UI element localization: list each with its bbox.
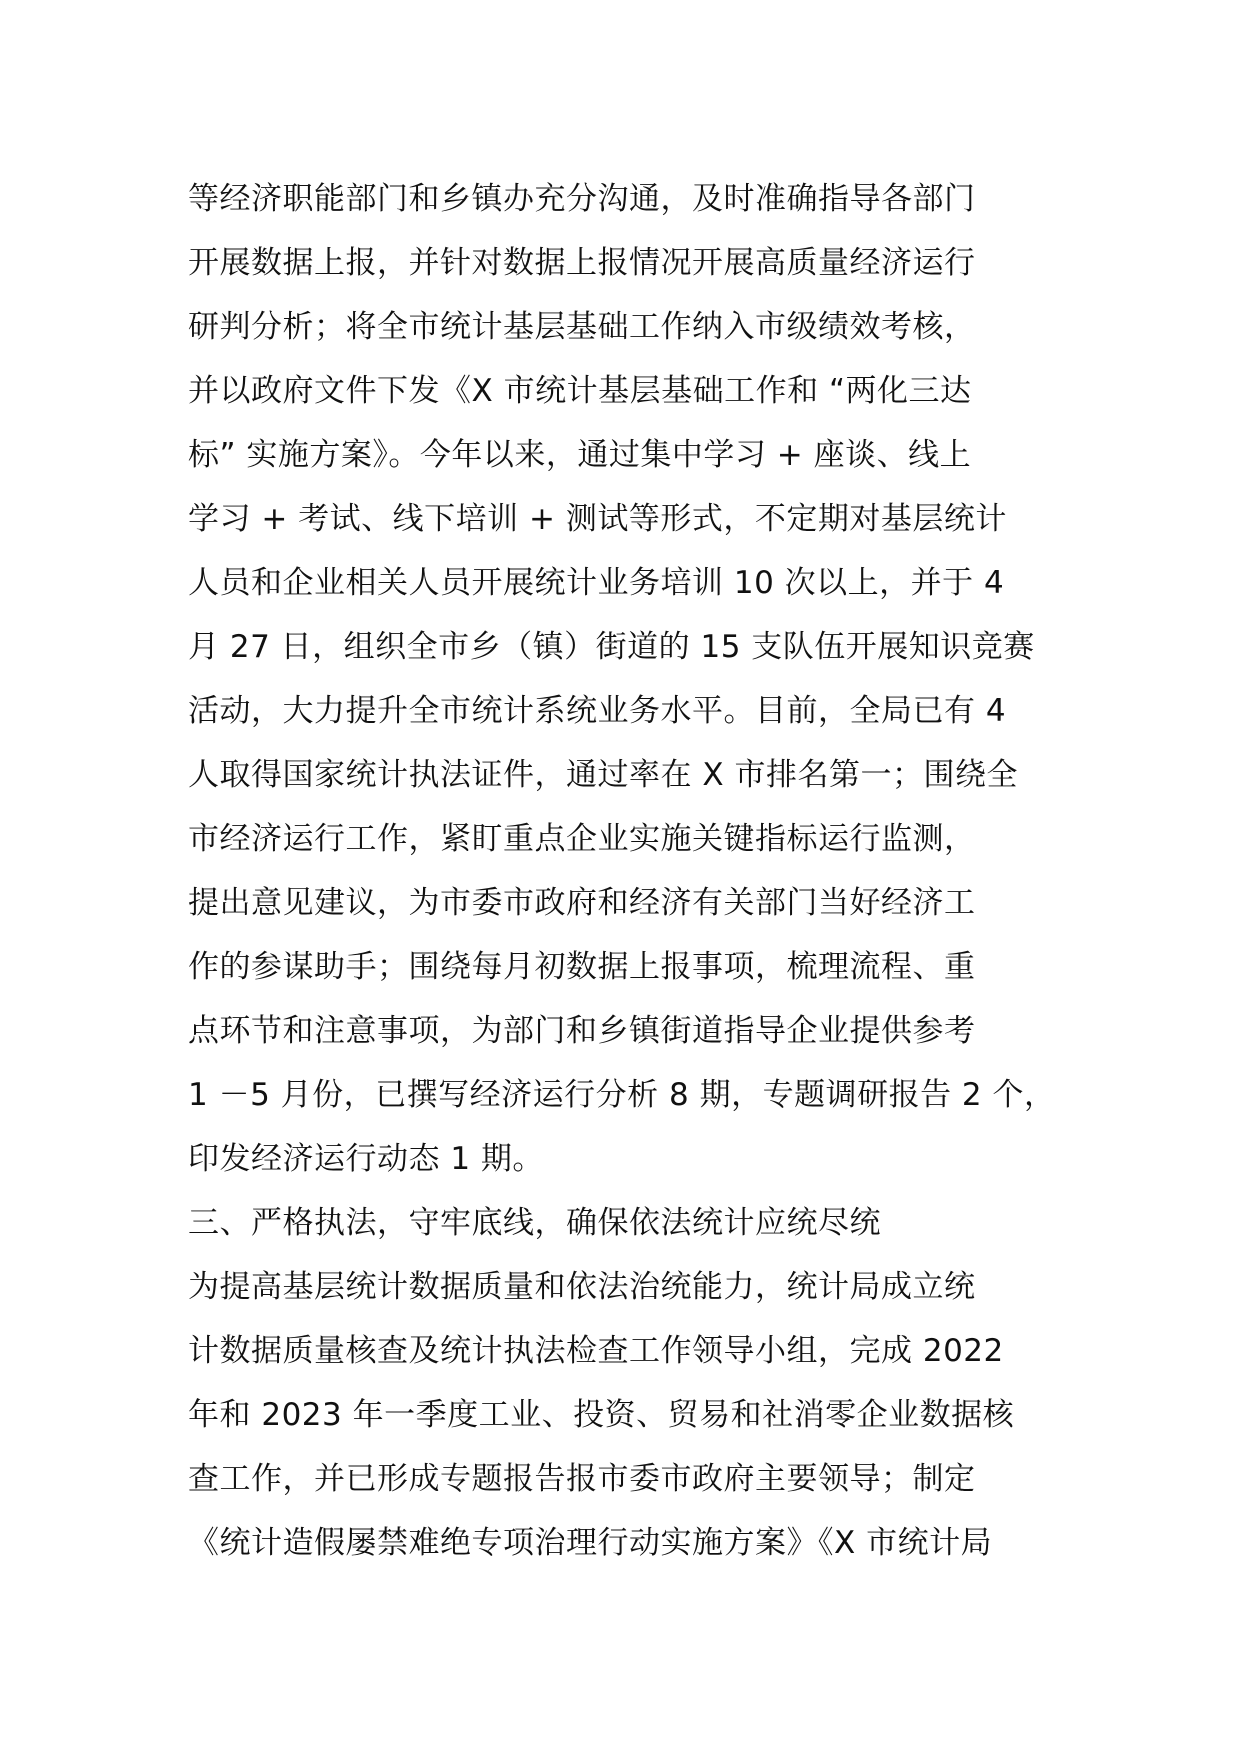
text-line: 等经济职能部门和乡镇办充分沟通，及时准确指导各部门 bbox=[188, 181, 976, 217]
body-text bbox=[188, 167, 1088, 1575]
section-heading: 三、严格执法，守牢底线，确保依法统计应统尽统 bbox=[188, 1205, 881, 1241]
text-line: 提出意见建议，为市委市政府和经济有关部门当好经济工 bbox=[188, 885, 976, 921]
text-line: 点环节和注意事项，为部门和乡镇街道指导企业提供参考 bbox=[188, 1013, 976, 1049]
text-line: 标” 实施方案》。今年以来，通过集中学习 + 座谈、线上 bbox=[188, 437, 972, 473]
text-line: 人员和企业相关人员开展统计业务培训 10 次以上，并于 4 bbox=[188, 565, 1005, 601]
text-line: 市经济运行工作，紧盯重点企业实施关键指标运行监测， bbox=[188, 821, 976, 857]
text-line: 年和 2023 年一季度工业、投资、贸易和社消零企业数据核 bbox=[188, 1397, 1015, 1433]
text-line: 计数据质量核查及统计执法检查工作领导小组，完成 2022 bbox=[188, 1333, 1004, 1369]
text-line: 开展数据上报，并针对数据上报情况开展高质量经济运行 bbox=[188, 245, 976, 281]
text-line: 月 27 日，组织全市乡（镇）街道的 15 支队伍开展知识竞赛 bbox=[188, 629, 1035, 665]
text-line: 研判分析；将全市统计基层基础工作纳入市级绩效考核， bbox=[188, 309, 976, 345]
text-line: 人取得国家统计执法证件，通过率在 X 市排名第一；围绕全 bbox=[188, 757, 1018, 793]
text-line: 为提高基层统计数据质量和依法治统能力，统计局成立统 bbox=[188, 1269, 976, 1305]
text-line: 《统计造假屡禁难绝专项治理行动实施方案》《X 市统计局 bbox=[188, 1525, 993, 1561]
text-line: 查工作，并已形成专题报告报市委市政府主要领导；制定 bbox=[188, 1461, 976, 1497]
text-line: 作的参谋助手；围绕每月初数据上报事项，梳理流程、重 bbox=[188, 949, 976, 985]
text-line: 并以政府文件下发《X 市统计基层基础工作和 “两化三达 bbox=[188, 373, 972, 409]
text-line: 1 －5 月份，已撰写经济运行分析 8 期，专题调研报告 2 个， bbox=[188, 1077, 1056, 1113]
text-line: 印发经济运行动态 1 期。 bbox=[188, 1141, 544, 1177]
text-line: 活动，大力提升全市统计系统业务水平。目前，全局已有 4 bbox=[188, 693, 1007, 729]
text-line: 学习 + 考试、线下培训 + 测试等形式，不定期对基层统计 bbox=[188, 501, 1007, 537]
